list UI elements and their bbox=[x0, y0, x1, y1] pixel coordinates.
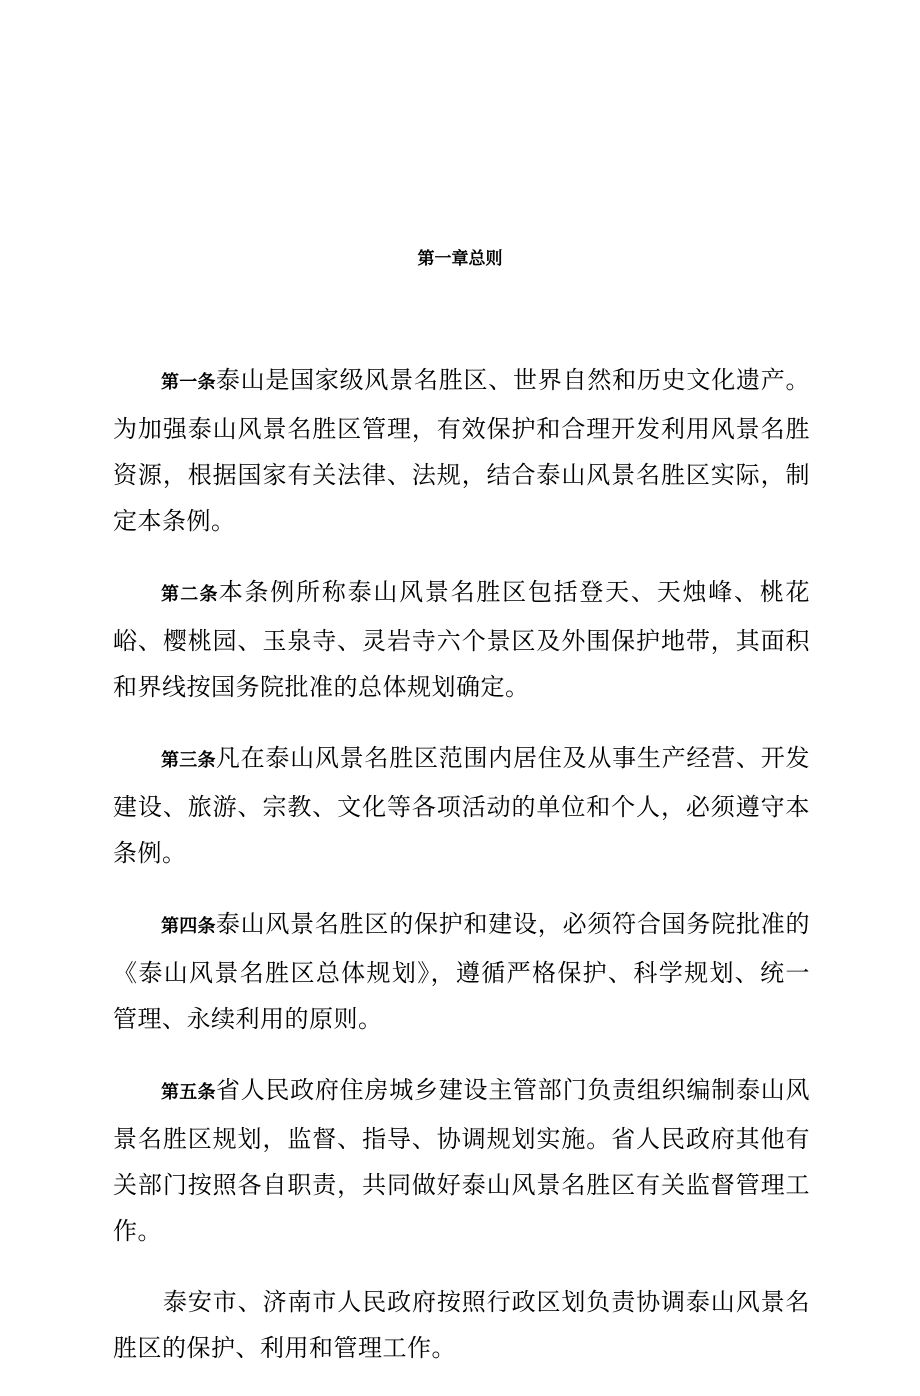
article-4 bbox=[113, 901, 810, 1042]
article-2-text: 本条例所称泰山风景名胜区包括登天、天烛峰、桃花峪、樱桃园、玉泉寺、灵岩寺六个景区及外围保护地带，其面积和界线按国务院批准的总体规划确定。 bbox=[113, 578, 810, 701]
article-1-text: 泰山是国家级风景名胜区、世界自然和历史文化遗产。为加强泰山风景名胜区管理，有效保护和合理开发利用风景名胜资源，根据国家有关法律、法规，结合泰山风景名胜区实际，制定本条例。 bbox=[113, 366, 811, 535]
document-body bbox=[113, 357, 810, 1396]
article-5-text: 省人民政府住房城乡建设主管部门负责组织编制泰山风景名胜区规划，监督、指导、协调规划实施。省人民政府其他有关部门按照各自职责，共同做好泰山风景名胜区有关监督管理工作。 bbox=[113, 1076, 811, 1245]
article-1 bbox=[113, 357, 810, 544]
article-4-text: 泰山风景名胜区的保护和建设，必须符合国务院批准的《泰山风景名胜区总体规划》，遵循严格保护、科学规划、统一管理、永续利用的原则。 bbox=[113, 910, 811, 1033]
article-5-paragraph-2: 泰安市、济南市人民政府按照行政区划负责协调泰山风景名胜区的保护、利用和管理工作。 bbox=[113, 1288, 810, 1362]
article-3-label: 第三条 bbox=[161, 750, 216, 771]
article-1-label: 第一条 bbox=[161, 372, 216, 393]
article-3 bbox=[113, 735, 810, 876]
article-5-label: 第五条 bbox=[161, 1082, 216, 1103]
article-3-text: 凡在泰山风景名胜区范围内居住及从事生产经营、开发建设、旅游、宗教、文化等各项活动的单位和个人，必须遵守本条例。 bbox=[113, 744, 811, 867]
article-2-label: 第二条 bbox=[161, 584, 219, 605]
chapter-title: 第一章总则 bbox=[417, 249, 503, 269]
article-4-label: 第四条 bbox=[161, 916, 216, 937]
article-5 bbox=[113, 1067, 810, 1254]
article-2 bbox=[113, 569, 810, 710]
